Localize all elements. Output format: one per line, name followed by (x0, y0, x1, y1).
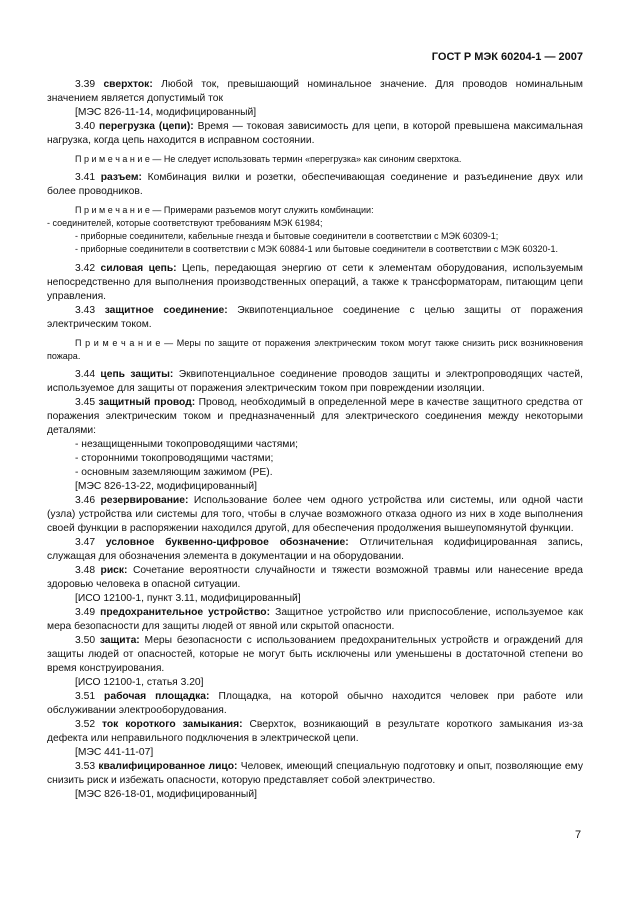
definition-text: Отличительная кодифицированная запись, служащая для обозначения элемента в документации и на оборудовании. (47, 537, 583, 562)
term: защитное соединение: (104, 305, 228, 316)
note: П р и м е ч а н и е — Меры по защите от поражения электрическим током могут также снизить риск возникновения пожара. (47, 338, 583, 361)
term: защита: (99, 635, 140, 646)
definition-text: Цепь, передающая энергию от сети к элементам оборудования, используемым непосредственно для выполнения производственных операций, а также к трансформаторам, питающим цепи управления. (47, 263, 583, 302)
term: условное буквенно-цифровое обозначение: (105, 537, 349, 548)
definition-3-42: 3.42 силовая цепь: Цепь, передающая энергию от сети к элементам оборудования, используемым непосредственно для выполнения производственных операций, а также к трансформаторам, питающим цепи управления. (47, 263, 583, 302)
definition-3-40: 3.40 перегрузка (цепи): Время — токовая зависимость для цепи, в которой превышена максимальная нагрузка, когда цепь находится в исправном состоянии. (47, 121, 583, 146)
document-header: ГОСТ Р МЭК 60204-1 — 2007 (431, 51, 583, 63)
list-item: - незащищенными токопроводящими частями; (75, 439, 298, 450)
definition-3-44: 3.44 цепь защиты: Эквипотенциальное соединение проводов защиты и электропроводящих частей, используемое для защиты от поражения электрическим током при повреждении изоляции. (47, 369, 583, 394)
list-item: - сторонними токопроводящими частями; (75, 453, 274, 464)
term: резервирование: (100, 495, 189, 506)
document-body (47, 78, 583, 802)
reference: [МЭС 441-11-07] (75, 747, 154, 758)
definition-text: Защитное устройство или приспособление, используемое как мера безопасности для защиты людей от явной или скрытой опасности. (47, 607, 583, 632)
reference: [МЭС 826-11-14, модифицированный] (75, 107, 257, 118)
term: квалифицированное лицо: (98, 761, 238, 772)
definition-3-49: 3.49 предохранительное устройство: Защитное устройство или приспособление, используемое как мера безопасности для защиты людей от явной или скрытой опасности. (47, 607, 583, 632)
term: рабочая площадка: (104, 691, 210, 702)
definition-3-45: 3.45 защитный провод: Провод, необходимый в определенной мере в качестве защитного средства от поражения электрическим током и предназначенный для электрического соединения между некоторыми деталями: (47, 397, 583, 436)
note-item: - приборные соединители, кабельные гнезда и бытовые соединители в соответствии с МЭК 60309-1; (75, 231, 499, 241)
definition-text: Сочетание вероятности случайности и тяжести возможной травмы или нанесение вреда здоровью человека в опасной ситуации. (47, 565, 583, 590)
term: риск: (100, 565, 128, 576)
page-number: 7 (575, 829, 582, 841)
definition-text: Комбинация вилки и розетки, обеспечивающая соединение и разъединение двух или более проводников. (47, 172, 583, 197)
definition-text: Эквипотенциальное соединение с целью защиты от поражения электрическим током. (47, 305, 583, 330)
definition-3-52: 3.52 ток короткого замыкания: Сверхток, возникающий в результате короткого замыкания из-за дефекта или неправильного подключения в электрической цепи. (47, 719, 583, 744)
definition-text: Использование более чем одного устройства или системы, или одной части (узла) устройства или системы для того, чтобы в случае возможного отказа одного из них в ходе выполнения своей функции в распоряжении находился другой, для обеспечения продолжения вышеупомянутой функции. (47, 495, 583, 534)
note-text: П р и м е ч а н и е — Примерами разъемов могут служить комбинации: (75, 205, 374, 215)
term: защитный провод: (98, 397, 196, 408)
term: силовая цепь: (100, 263, 177, 274)
list-item: - основным заземляющим зажимом (РЕ). (75, 467, 273, 478)
definition-3-39: 3.39 сверхток: Любой ток, превышающий номинальное значение. Для проводов номинальным значением является допустимый ток (47, 79, 583, 104)
reference: [МЭС 826-18-01, модифицированный] (75, 789, 257, 800)
definition-text: Провод, необходимый в определенной мере в качестве защитного средства от поражения электрическим током и предназначенный для электрического соединения между некоторыми деталями: (47, 397, 583, 436)
definition-3-50: 3.50 защита: Меры безопасности с использованием предохранительных устройств и ограждений для защиты людей от опасностей, которые не могут быть исключены или уменьшены в достаточной степени во время конструирования. (47, 635, 583, 674)
term: сверхток: (103, 79, 153, 90)
term: цепь защиты: (100, 369, 174, 380)
term: перегрузка (цепи): (98, 121, 194, 132)
definition-3-53: 3.53 квалифицированное лицо: Человек, имеющий специальную подготовку и опыт, позволяющие ему снизить риск и избежать опасности, которую представляет собой электричество. (47, 761, 583, 786)
reference: [МЭС 826-13-22, модифицированный] (75, 481, 257, 492)
definition-3-48: 3.48 риск: Сочетание вероятности случайности и тяжести возможной травмы или нанесение вреда здоровью человека в опасной ситуации. (47, 565, 583, 590)
definition-text: Эквипотенциальное соединение проводов защиты и электропроводящих частей, используемое для защиты от поражения электрическим током при повреждении изоляции. (47, 369, 583, 394)
definition-text: Площадка, на которой обычно находится человек при работе или обслуживании электрооборудования. (47, 691, 583, 716)
term: ток короткого замыкания: (101, 719, 243, 730)
definition-text: Меры безопасности с использованием предохранительных устройств и ограждений для защиты людей от опасностей, которые не могут быть исключены или уменьшены в достаточной степени во время конструирования. (47, 635, 583, 674)
definition-3-43: 3.43 защитное соединение: Эквипотенциальное соединение с целью защиты от поражения электрическим током. (47, 305, 583, 330)
note-item: - соединителей, которые соответствуют требованиям МЭК 61984; (47, 218, 323, 228)
term: предохранительное устройство: (100, 607, 271, 618)
definition-3-46: 3.46 резервирование: Использование более чем одного устройства или системы, или одной части (узла) устройства или системы для того, чтобы в случае возможного отказа одного из них в ходе выполнения своей функции в распоряжении находился другой, для обеспечения продолжения вышеупомянутой функции. (47, 495, 583, 534)
definition-3-41: 3.41 разъем: Комбинация вилки и розетки, обеспечивающая соединение и разъединение двух или более проводников. (47, 172, 583, 197)
definition-text: Любой ток, превышающий номинальное значение. Для проводов номинальным значением является допустимый ток (47, 79, 583, 104)
reference: [ИСО 12100-1, статья 3.20] (75, 677, 204, 688)
note-item: - приборные соединители в соответствии с МЭК 60884-1 или бытовые соединители в соответствии с МЭК 60320-1. (75, 244, 558, 254)
definition-3-47: 3.47 условное буквенно-цифровое обозначение: Отличительная кодифицированная запись, служащая для обозначения элемента в документации и на оборудовании. (47, 537, 583, 562)
note (47, 204, 583, 256)
definition-3-51: 3.51 рабочая площадка: Площадка, на которой обычно находится человек при работе или обслуживании электрооборудования. (47, 691, 583, 716)
definition-text: Человек, имеющий специальную подготовку и опыт, позволяющие ему снизить риск и избежать опасности, которую представляет собой электричество. (47, 761, 583, 786)
reference: [ИСО 12100-1, пункт 3.11, модифицированный] (75, 593, 301, 604)
term: разъем: (100, 172, 142, 183)
definition-text: Время — токовая зависимость для цепи, в которой превышена максимальная нагрузка, когда цепь находится в исправном состоянии. (47, 121, 583, 146)
note: П р и м е ч а н и е — Не следует использовать термин «перегрузка» как синоним сверхтока. (75, 154, 462, 164)
definition-text: Сверхток, возникающий в результате короткого замыкания из-за дефекта или неправильного подключения в электрической цепи. (47, 719, 583, 744)
